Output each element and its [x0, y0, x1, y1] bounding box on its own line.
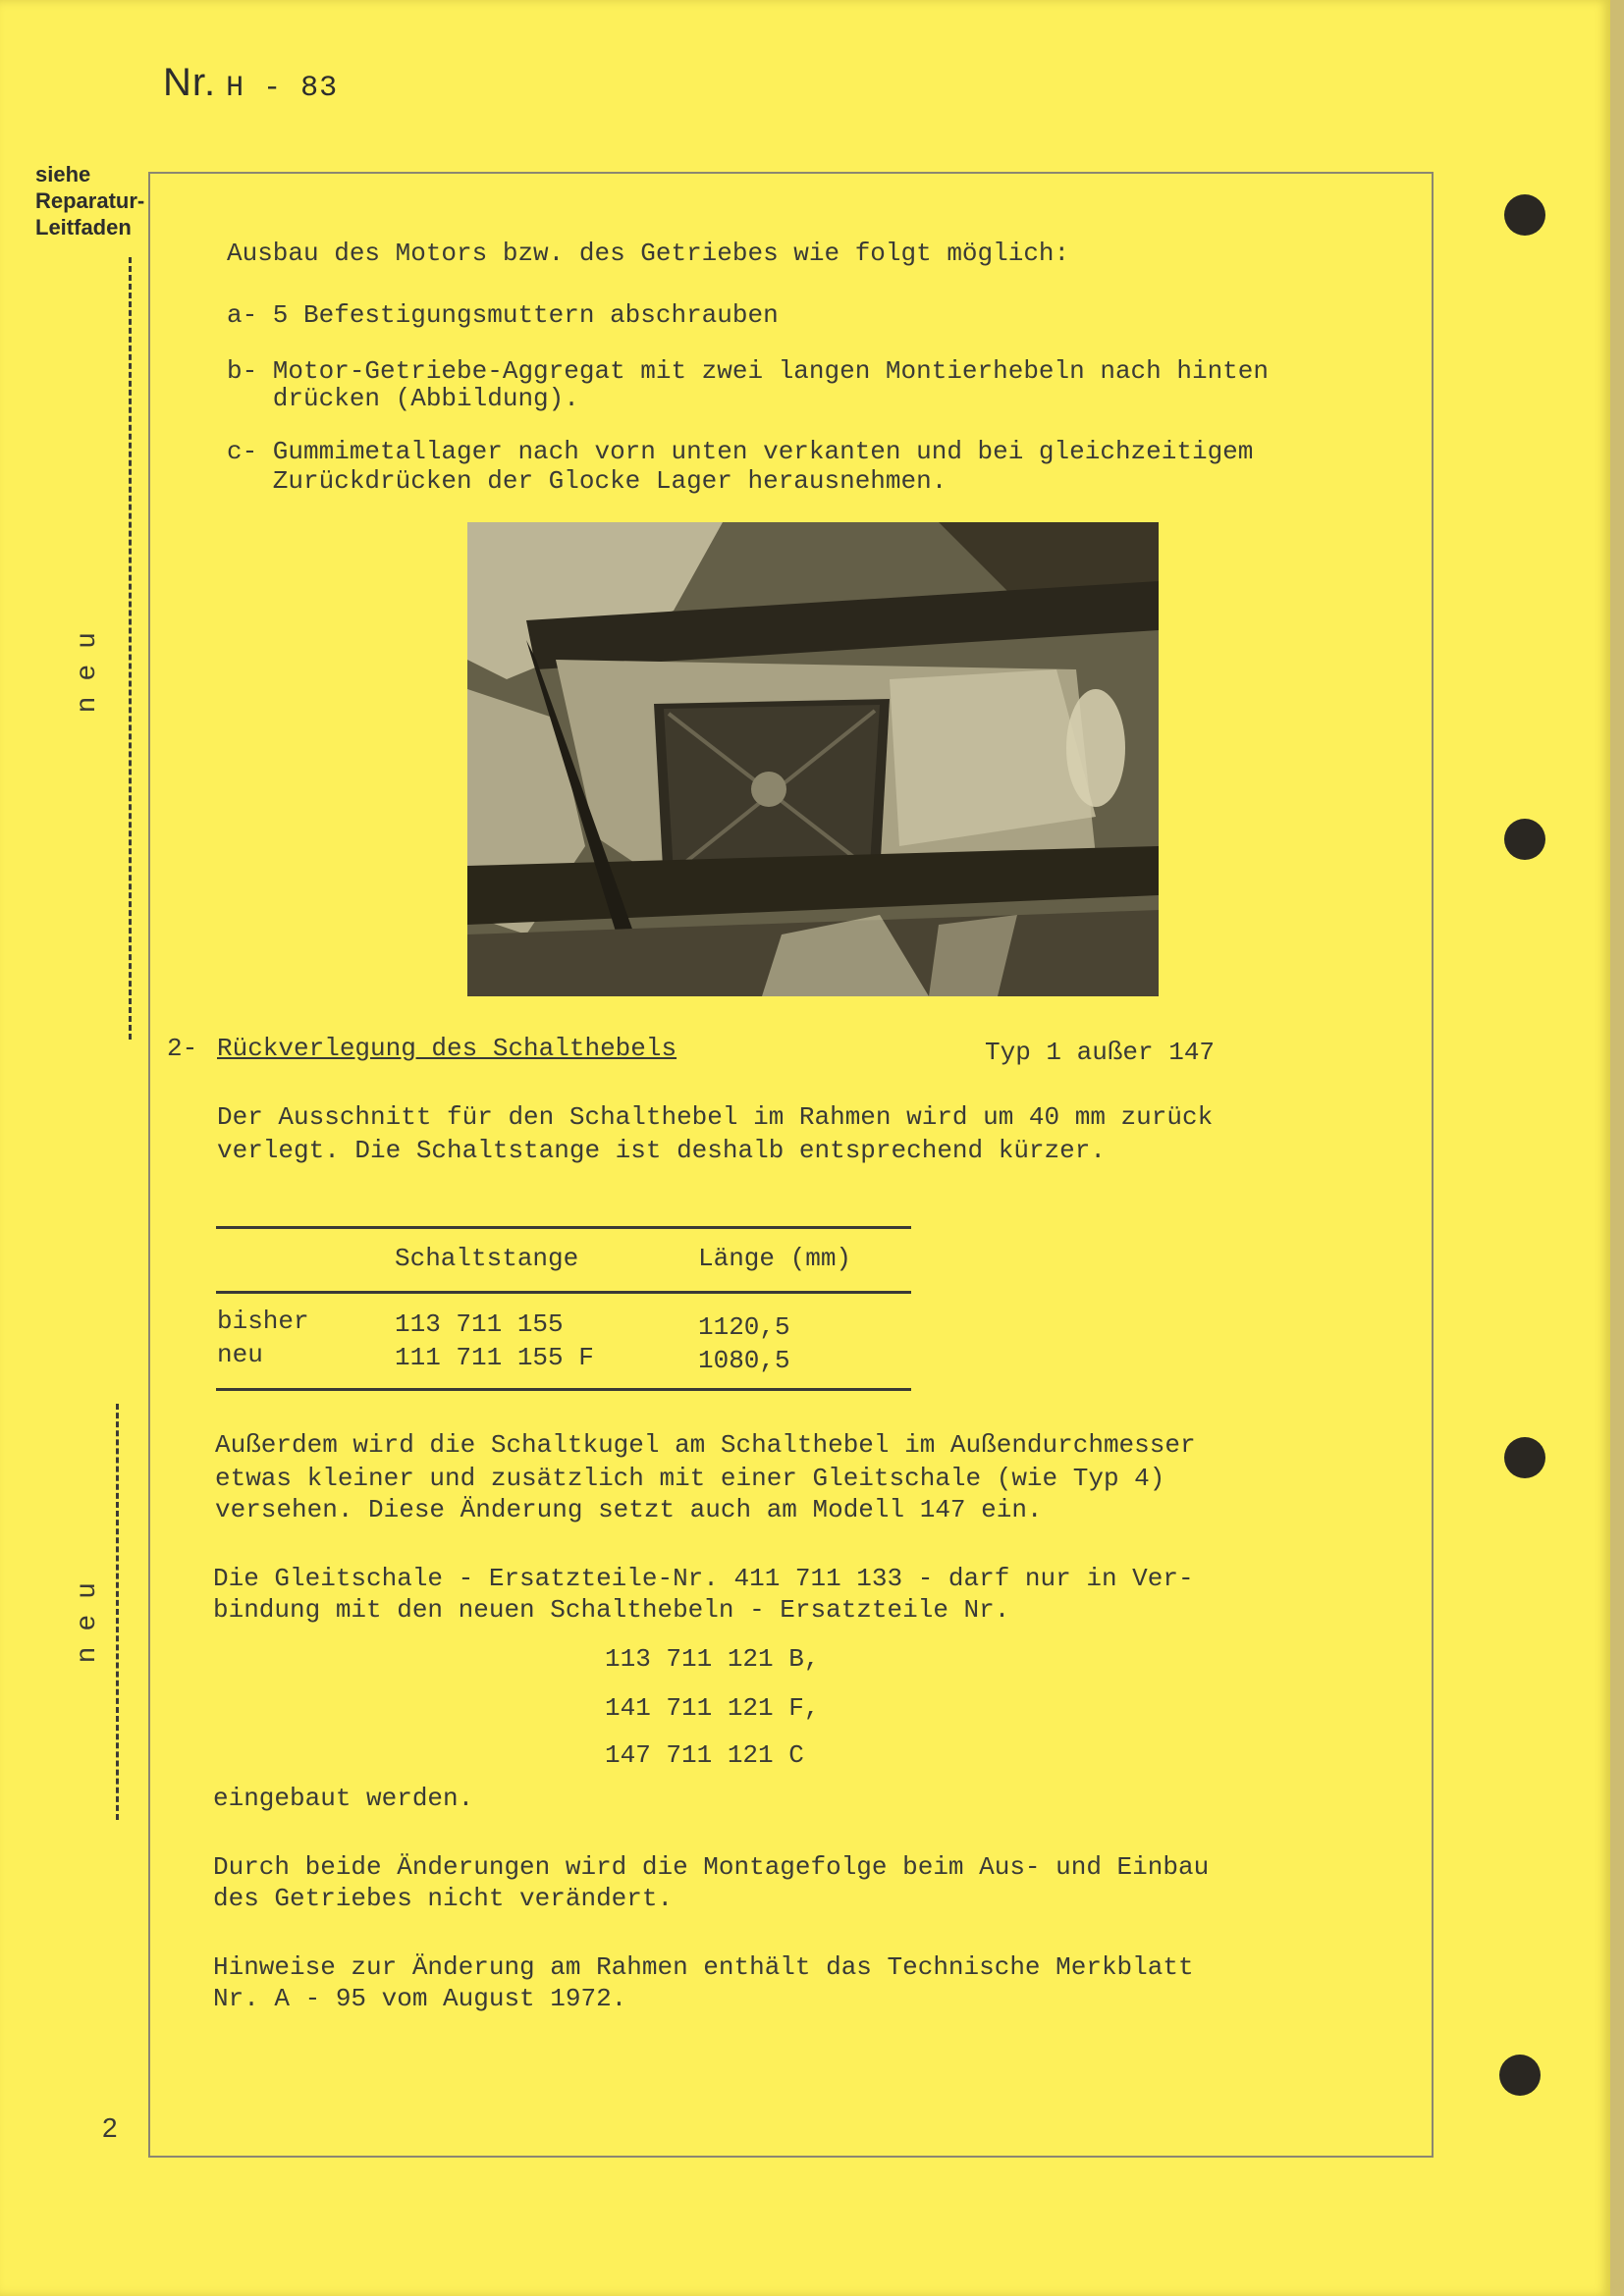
step-a: a- 5 Befestigungsmuttern abschrauben [227, 300, 779, 330]
intro-text: Ausbau des Motors bzw. des Getriebes wie folgt möglich: [227, 239, 1070, 268]
section2-number: 2- [167, 1034, 198, 1063]
change-bar [129, 257, 132, 1040]
table-cell-part: 113 711 155 [395, 1309, 564, 1339]
punch-hole [1499, 2055, 1541, 2096]
table-header-part: Schaltstange [395, 1244, 579, 1273]
page-number: 2 [102, 2112, 118, 2143]
nr-label: Nr. [163, 61, 217, 104]
paragraph-gearknob: Außerdem wird die Schaltkugel am Schalthebel im Außendurchmesser [215, 1430, 1196, 1460]
paragraph-reference: Hinweise zur Änderung am Rahmen enthält das Technische Merkblatt [213, 1952, 1194, 1982]
engine-gearbox-photo [467, 522, 1159, 996]
step-b-cont: drücken (Abbildung). [227, 384, 579, 413]
punch-hole [1504, 194, 1545, 236]
change-marker-neu: neu [73, 1567, 103, 1664]
table-cell-part: 111 711 155 F [395, 1343, 594, 1372]
change-marker-neu: neu [73, 616, 103, 714]
side-label-line: Reparatur- [35, 188, 145, 213]
step-c-cont: Zurückdrücken der Glocke Lager herausnehmen. [227, 466, 947, 496]
table-cell-length: 1120,5 [698, 1312, 790, 1342]
paragraph-gearknob-cont: etwas kleiner und zusätzlich mit einer Gleitschale (wie Typ 4) [215, 1464, 1165, 1493]
photo-illustration [467, 522, 1159, 996]
table-row-label: bisher [217, 1307, 309, 1336]
step-b: b- Motor-Getriebe-Aggregat mit zwei langen Montierhebeln nach hinten [227, 356, 1269, 386]
table-row-label: neu [217, 1340, 263, 1369]
paragraph-slide-shell-cont: bindung mit den neuen Schalthebeln - Ersatzteile Nr. [213, 1595, 1010, 1625]
nr-value: H - 83 [226, 72, 339, 105]
side-label-line: siehe [35, 162, 91, 187]
part-number: 141 711 121 F, [605, 1693, 820, 1723]
paragraph-reference-cont: Nr. A - 95 vom August 1972. [213, 1984, 627, 2013]
table-cell-length: 1080,5 [698, 1346, 790, 1375]
paragraph-slide-shell-end: eingebaut werden. [213, 1784, 474, 1813]
change-bar [116, 1404, 119, 1820]
part-number: 147 711 121 C [605, 1740, 804, 1770]
section2-type-note: Typ 1 außer 147 [985, 1038, 1216, 1067]
table-bottom-rule [216, 1388, 911, 1391]
document-number [163, 61, 338, 105]
table-header-length: Länge (mm) [698, 1244, 852, 1273]
punch-hole [1504, 819, 1545, 860]
table-top-rule [216, 1226, 911, 1229]
paragraph-cutout-cont: verlegt. Die Schaltstange ist deshalb entsprechend kürzer. [217, 1136, 1106, 1165]
side-reference-label [35, 161, 144, 240]
page-edge [1610, 0, 1624, 2296]
punch-hole [1504, 1437, 1545, 1478]
side-label-line: Leitfaden [35, 215, 132, 240]
paragraph-assembly: Durch beide Änderungen wird die Montagefolge beim Aus- und Einbau [213, 1852, 1210, 1882]
paragraph-gearknob-cont: versehen. Diese Änderung setzt auch am Modell 147 ein. [215, 1495, 1043, 1524]
part-number: 113 711 121 B, [605, 1644, 820, 1674]
table-header-rule [216, 1291, 911, 1294]
paragraph-cutout: Der Ausschnitt für den Schalthebel im Rahmen wird um 40 mm zurück [217, 1102, 1214, 1132]
step-c: c- Gummimetallager nach vorn unten verkanten und bei gleichzeitigem [227, 437, 1254, 466]
paragraph-assembly-cont: des Getriebes nicht verändert. [213, 1884, 674, 1913]
paragraph-slide-shell: Die Gleitschale - Ersatzteile-Nr. 411 711 133 - darf nur in Ver- [213, 1564, 1194, 1593]
section2-heading: Rückverlegung des Schalthebels [217, 1034, 677, 1063]
